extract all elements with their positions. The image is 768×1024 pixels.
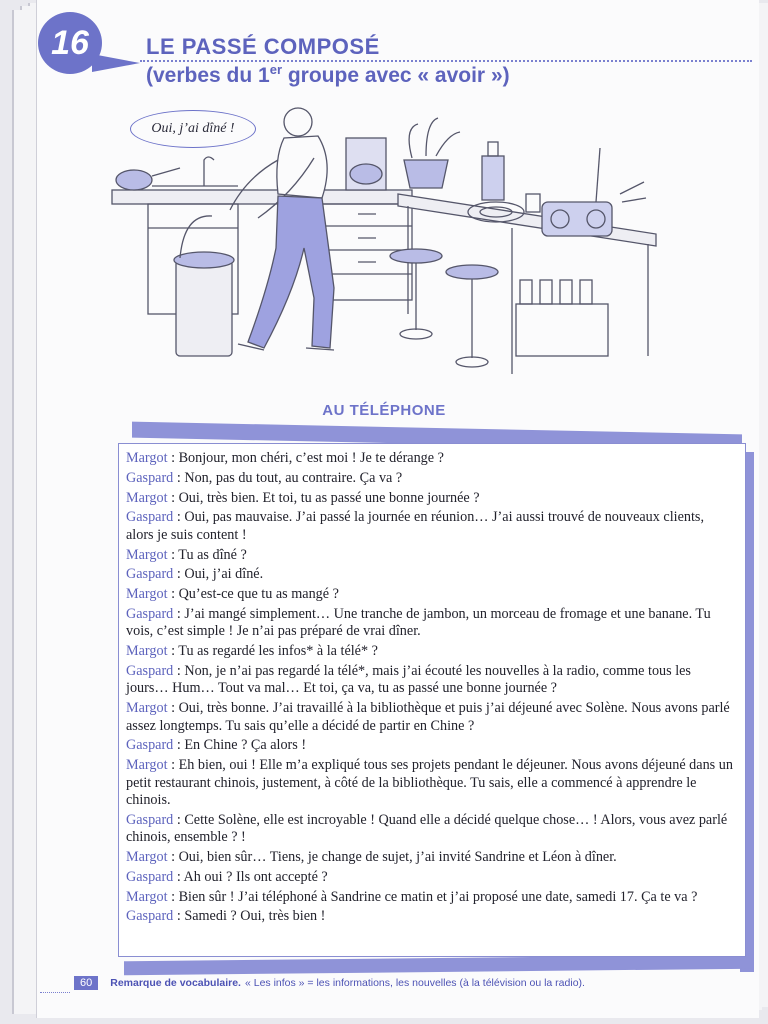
line-text: En Chine ? Ça alors ! (184, 737, 307, 754)
line-text: Ah oui ? Ils ont accepté ? (183, 868, 328, 885)
speaker-name: Gaspard (126, 662, 174, 679)
speaker-separator: : (173, 469, 185, 486)
title-line-2 (146, 62, 510, 88)
line-text: Oui, très bonne. J’ai travaillé à la bibliothèque et puis j’ai déjeuné avec Solène. Nous avons parlé assez longtemps. Tu sais qu’elle a décidé de partir en Chine ? (126, 700, 730, 734)
dialogue-line (126, 812, 735, 847)
dialogue-box (118, 443, 746, 957)
speaker-separator: : (167, 643, 179, 660)
line-text: Oui, pas mauvaise. J’ai passé la journée en réunion… J’ai aussi trouvé de nouveaux clients, alors je suis content ! (126, 509, 704, 543)
dialogue-line (126, 490, 735, 507)
speaker-name: Margot (126, 888, 168, 905)
speaker-name: Margot (126, 450, 168, 466)
speaker-separator: : (173, 737, 185, 754)
speech-bubble: Oui, j’ai dîné ! (130, 110, 256, 148)
speaker-separator: : (173, 811, 185, 828)
speaker-name: Margot (126, 849, 168, 865)
title-line-2-end: groupe avec « avoir ») (282, 64, 510, 87)
line-text: Oui, bien sûr… Tiens, je change de sujet, j’ai invité Sandrine et Léon à dîner. (178, 849, 617, 865)
dialogue-line (126, 869, 735, 886)
speaker-separator: : (167, 489, 179, 506)
line-text: Non, je n’ai pas regardé la télé*, mais j’ai écouté les nouvelles à la radio, comme tous les jours… Hum… Tout va mal… Et toi, ça va, tu as passé une bonne journée ? (126, 662, 691, 697)
dialogue-line (126, 700, 735, 735)
dialogue-line (126, 547, 735, 564)
chapter-number: 16 (51, 23, 89, 62)
dialogue-line (126, 663, 735, 698)
dialogue-line (126, 737, 735, 754)
speaker-separator: : (167, 849, 179, 865)
line-text: Tu as dîné ? (178, 546, 247, 563)
speaker-name: Margot (126, 757, 168, 774)
speaker-name: Gaspard (126, 868, 174, 885)
speaker-name: Gaspard (126, 908, 174, 925)
page-number: 60 (74, 976, 98, 990)
speaker-name: Margot (126, 586, 168, 603)
speaker-separator: : (167, 450, 179, 466)
speaker-separator: : (173, 605, 185, 622)
dialogue-line (126, 509, 735, 544)
line-text: Non, pas du tout, au contraire. Ça va ? (184, 469, 403, 486)
page-title (146, 34, 510, 88)
speaker-separator: : (173, 509, 185, 526)
speaker-name: Gaspard (126, 811, 174, 828)
line-text: Oui, j’ai dîné. (184, 566, 264, 583)
speaker-separator: : (167, 546, 179, 563)
line-text: Bien sûr ! J’ai téléphoné à Sandrine ce matin et j’ai proposé une date, samedi 17. Ça te va ? (178, 888, 698, 905)
speaker-separator: : (167, 700, 179, 717)
chapter-badge (38, 12, 102, 74)
title-line-2-start: (verbes du 1 (146, 64, 270, 87)
dialogue-line (126, 889, 735, 906)
speaker-name: Margot (126, 489, 168, 506)
speaker-separator: : (173, 662, 185, 679)
line-text: Eh bien, oui ! Elle m’a expliqué tous ses projets pendant le déjeuner. Nous avons déjeuné dans un petit restaurant chinois, justement, à côté de la bibliothèque. Tu sais, elle a commencé à apprendre le chinois. (126, 757, 733, 808)
speaker-name: Margot (126, 643, 168, 660)
dialogue-line (126, 908, 735, 925)
dialogue-line (126, 643, 735, 660)
speaker-separator: : (173, 908, 185, 925)
footer-note: « Les infos » = les informations, les nouvelles (à la télévision ou la radio). (244, 977, 585, 989)
speaker-separator: : (173, 868, 184, 885)
line-text: Samedi ? Oui, très bien ! (184, 908, 326, 925)
dialogue-line (126, 606, 735, 641)
line-text: Tu as regardé les infos* à la télé* ? (178, 643, 378, 660)
speaker-name: Margot (126, 700, 168, 717)
speaker-name: Margot (126, 546, 168, 563)
line-text: Cette Solène, elle est incroyable ! Quand elle a décidé quelque chose… ! Alors, vous avez parlé chinois, ensemble ? ! (126, 811, 728, 846)
dialogue-line (126, 450, 735, 467)
dialogue-line (126, 849, 735, 866)
footer-label: Remarque de vocabulaire. (110, 977, 241, 989)
dialogue-line (126, 757, 735, 809)
line-text: Oui, très bien. Et toi, tu as passé une bonne journée ? (178, 489, 480, 506)
footer-rule (40, 992, 70, 993)
speaker-name: Gaspard (126, 605, 174, 622)
section-title: AU TÉLÉPHONE (322, 402, 446, 419)
title-line-1: LE PASSÉ COMPOSÉ (146, 34, 380, 59)
dialogue-line (126, 566, 735, 583)
dialogue-line (126, 470, 735, 487)
chapter-badge-tail (92, 54, 140, 72)
line-text: Qu’est-ce que tu as mangé ? (178, 586, 339, 603)
speaker-separator: : (167, 888, 179, 905)
title-superscript: er (269, 62, 283, 77)
speaker-separator: : (167, 586, 179, 603)
speaker-name: Gaspard (126, 566, 174, 583)
line-text: Bonjour, mon chéri, c’est moi ! Je te dérange ? (178, 450, 444, 466)
line-text: J’ai mangé simplement… Une tranche de jambon, un morceau de fromage et une banane. Tu vois, c’est simple ! Je n’ai pas préparé de vrai dîner. (126, 605, 711, 640)
dialogue-line (126, 586, 735, 603)
speaker-separator: : (167, 757, 179, 774)
footer (74, 976, 585, 990)
speaker-name: Gaspard (126, 737, 174, 754)
speaker-name: Gaspard (126, 509, 174, 526)
speaker-name: Gaspard (126, 469, 174, 486)
speaker-separator: : (173, 566, 185, 583)
